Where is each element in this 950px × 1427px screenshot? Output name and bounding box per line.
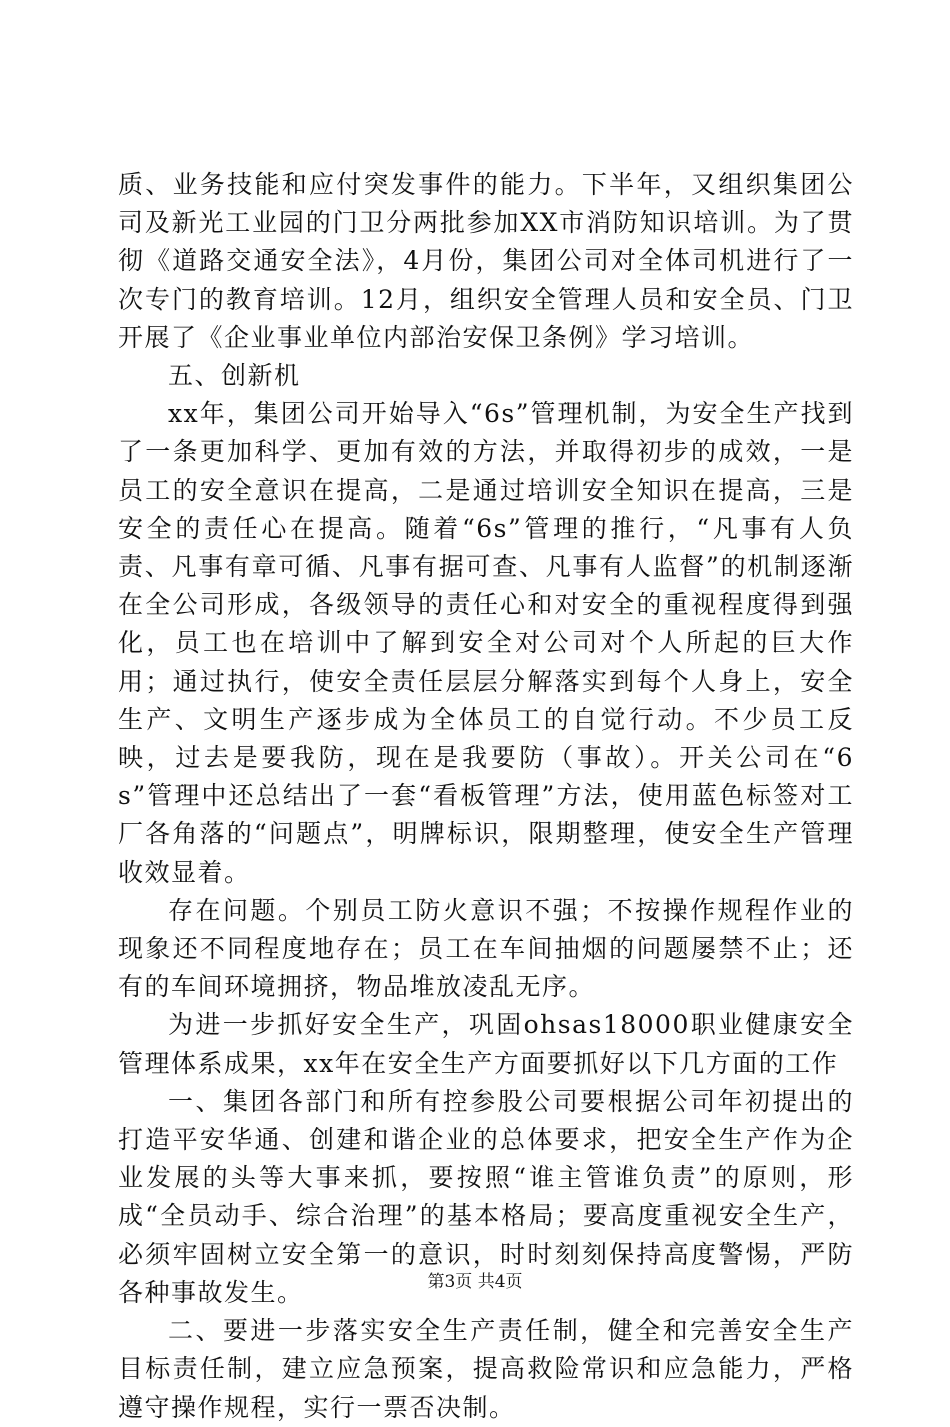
paragraph-point-two: 二、要进一步落实安全生产责任制，健全和完善安全生产目标责任制，建立应急预案，提高救险常识和应急能力，严格遵守操作规程，实行一票否决制。 bbox=[118, 1316, 854, 1422]
page-number-footer: 第3页 共4页 bbox=[427, 1272, 523, 1292]
paragraph-existing-problems: 存在问题。个别员工防火意识不强；不按操作规程作业的现象还不同程度地存在；员工在车间抽烟的问题屡禁不止；还有的车间环境拥挤，物品堆放凌乱无序。 bbox=[118, 895, 854, 1002]
paragraph-next-steps-intro: 为进一步抓好安全生产，巩固ohsas18000职业健康安全管理体系成果，xx年在安全生产方面要抓好以下几方面的工作 bbox=[118, 1010, 854, 1078]
paragraph-training-summary: 质、业务技能和应付突发事件的能力。下半年，又组织集团公司及新光工业园的门卫分两批参加XX市消防知识培训。为了贯彻《道路交通安全法》，4月份，集团公司对全体司机进行了一次专门的教育培训。12月，组织安全管理人员和安全员、门卫开展了《企业事业单位内部治安保卫条例》学习培训。 bbox=[118, 170, 854, 352]
document-body bbox=[118, 166, 854, 1427]
section-heading-innovation: 五、创新机 bbox=[168, 361, 301, 391]
paragraph-point-one: 一、集团各部门和所有控参股公司要根据公司年初提出的打造平安华通、创建和谐企业的总体要求，把安全生产作为企业发展的头等大事来抓，要按照“谁主管谁负责”的原则，形成“全员动手、综合治理”的基本格局；要高度重视安全生产，必须牢固树立安全第一的意识，时时刻刻保持高度警惕，严防各种事故发生。 bbox=[118, 1086, 854, 1307]
paragraph-6s-management: xx年，集团公司开始导入“6s”管理机制，为安全生产找到了一条更加科学、更加有效的方法，并取得初步的成效，一是员工的安全意识在提高，二是通过培训安全知识在提高，三是安全的责任心在提高。随着“6s”管理的推行，“凡事有人负责、凡事有章可循、凡事有据可查、凡事有人监督”的机制逐渐在全公司形成，各级领导的责任心和对安全的重视程度得到强化，员工也在培训中了解到安全对公司对个人所起的巨大作用；通过执行，使安全责任层层分解落实到每个人身上，安全生产、文明生产逐步成为全体员工的自觉行动。不少员工反映，过去是要我防，现在是我要防（事故）。开关公司在“6s”管理中还总结出了一套“看板管理”方法，使用蓝色标签对工厂各角落的“问题点”，明牌标识，限期整理，使安全生产管理收效显着。 bbox=[118, 399, 854, 887]
